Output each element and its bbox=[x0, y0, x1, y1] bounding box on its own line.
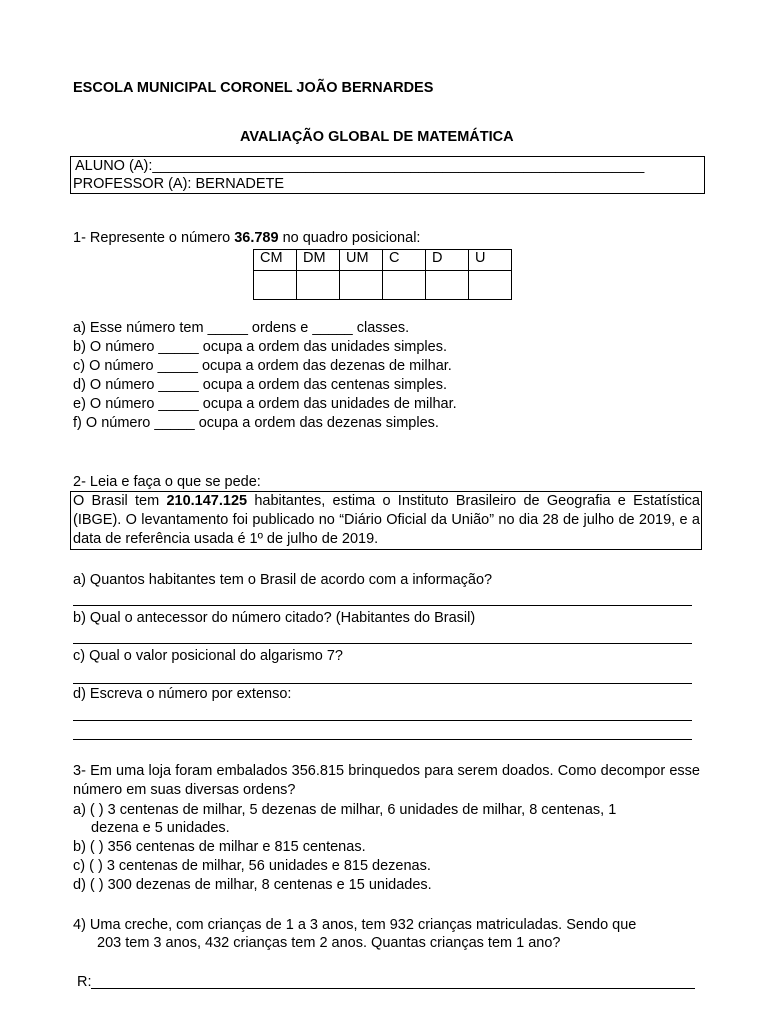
answer-line[interactable] bbox=[73, 643, 692, 644]
answer-line[interactable] bbox=[73, 720, 692, 721]
q4-answer-label: R: bbox=[77, 974, 92, 990]
q1-prefix: 1- Represente o número bbox=[73, 230, 235, 246]
q1-item-a: a) Esse número tem _____ ordens e _____ classes. bbox=[73, 320, 410, 336]
q1-suffix: no quadro posicional: bbox=[278, 230, 421, 246]
q3-option-d: d) ( ) 300 dezenas de milhar, 8 centenas e 15 unidades. bbox=[73, 877, 432, 893]
table-cell[interactable] bbox=[383, 271, 426, 300]
table-header-dm: DM bbox=[297, 250, 340, 271]
q2-text-part2: habitantes, estima o Instituto Brasileiro de Geografia e Estatística (IBGE). O levantamento foi publicado no “Diário Oficial da União” no dia 28 de julho de 2019, e a data de referência usada é 1º de julho de 2019. bbox=[73, 493, 700, 547]
table-cell[interactable] bbox=[469, 271, 512, 300]
q4-statement-line1: 4) Uma creche, com crianças de 1 a 3 anos, tem 932 crianças matriculadas. Sendo que bbox=[73, 917, 637, 933]
page-title: AVALIAÇÃO GLOBAL DE MATEMÁTICA bbox=[240, 129, 514, 145]
table-header-um: UM bbox=[340, 250, 383, 271]
q3-option-a-cont: dezena e 5 unidades. bbox=[91, 820, 230, 836]
teacher-field: PROFESSOR (A): BERNADETE bbox=[73, 176, 285, 192]
q1-item-e: e) O número _____ ocupa a ordem das unidades de milhar. bbox=[73, 396, 457, 412]
q1-item-f: f) O número _____ ocupa a ordem das dezenas simples. bbox=[73, 415, 439, 431]
table-header-cm: CM bbox=[254, 250, 297, 271]
q3-option-b: b) ( ) 356 centenas de milhar e 815 centenas. bbox=[73, 839, 366, 855]
answer-line[interactable] bbox=[73, 683, 692, 684]
answer-line[interactable] bbox=[73, 739, 692, 740]
table-header-d: D bbox=[426, 250, 469, 271]
q4-statement-line2: 203 tem 3 anos, 432 crianças tem 2 anos. Quantas crianças tem 1 ano? bbox=[97, 935, 561, 951]
table-header-c: C bbox=[383, 250, 426, 271]
table-header-u: U bbox=[469, 250, 512, 271]
q2-item-b: b) Qual o antecessor do número citado? (Habitantes do Brasil) bbox=[73, 610, 476, 626]
table-cell[interactable] bbox=[297, 271, 340, 300]
answer-line[interactable] bbox=[91, 988, 695, 989]
q3-option-c: c) ( ) 3 centenas de milhar, 56 unidades e 815 dezenas. bbox=[73, 858, 431, 874]
q2-text-part1: O Brasil tem bbox=[73, 493, 167, 509]
q1-item-b: b) O número _____ ocupa a ordem das unidades simples. bbox=[73, 339, 447, 355]
place-value-table bbox=[253, 249, 512, 300]
q1-statement bbox=[73, 229, 420, 247]
student-field[interactable]: ALUNO (A):_____________________________________________________________ bbox=[75, 158, 645, 174]
q1-number: 36.789 bbox=[234, 230, 279, 246]
q2-text-bold: 210.147.125 bbox=[166, 493, 248, 509]
q1-item-d: d) O número _____ ocupa a ordem das centenas simples. bbox=[73, 377, 447, 393]
q3-option-a: a) ( ) 3 centenas de milhar, 5 dezenas de milhar, 6 unidades de milhar, 8 centenas, 1 bbox=[73, 802, 617, 818]
answer-line[interactable] bbox=[73, 605, 692, 606]
q2-item-a: a) Quantos habitantes tem o Brasil de acordo com a informação? bbox=[73, 572, 493, 588]
q1-item-c: c) O número _____ ocupa a ordem das dezenas de milhar. bbox=[73, 358, 452, 374]
q2-text bbox=[73, 492, 700, 549]
q2-item-c: c) Qual o valor posicional do algarismo 7? bbox=[73, 648, 343, 664]
q2-heading: 2- Leia e faça o que se pede: bbox=[73, 474, 261, 490]
table-cell[interactable] bbox=[254, 271, 297, 300]
student-info-box bbox=[70, 156, 705, 194]
table-cell[interactable] bbox=[340, 271, 383, 300]
q3-statement: 3- Em uma loja foram embalados 356.815 brinquedos para serem doados. Como decompor esse número em suas diversas ordens? bbox=[73, 763, 700, 798]
q2-item-d: d) Escreva o número por extenso: bbox=[73, 686, 292, 702]
school-name: ESCOLA MUNICIPAL CORONEL JOÃO BERNARDES bbox=[73, 80, 434, 96]
table-cell[interactable] bbox=[426, 271, 469, 300]
